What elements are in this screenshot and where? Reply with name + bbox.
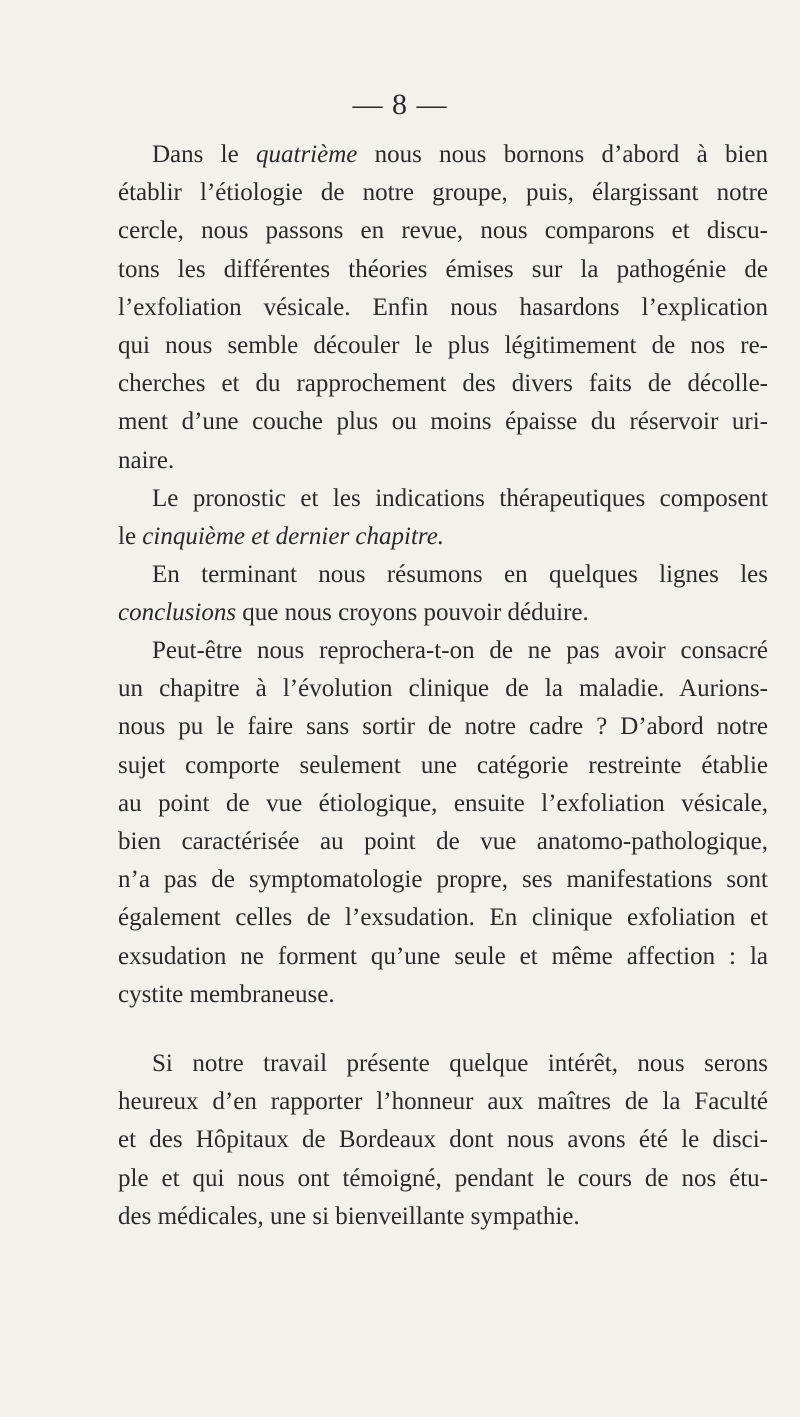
text-run: des médicales, une si bienveillante sympathie. (118, 1202, 580, 1230)
text-run: ple et qui nous ont témoigné, pendant le cours de nos étu- (118, 1164, 768, 1192)
text-line (118, 708, 768, 746)
text-run: n’a pas de symptomatologie propre, ses manifestations sont (118, 866, 768, 894)
italic-run: cinquième et dernier chapitre. (142, 523, 445, 551)
text-run: cherches et du rapprochement des divers faits de décolle- (118, 370, 768, 398)
text-run: cercle, nous passons en revue, nous comparons et discu- (118, 217, 768, 245)
text-run: cystite membraneuse. (118, 980, 335, 1008)
text-line (118, 403, 768, 441)
text-run: l’exfoliation vésicale. Enfin nous hasardons l’explication (118, 293, 768, 321)
italic-run: quatrième (256, 141, 358, 168)
page-number: — 8 — (352, 88, 448, 121)
text-run: Dans le (152, 141, 256, 168)
text-line (118, 1160, 768, 1198)
text-run: un chapitre à l’évolution clinique de la maladie. Aurions- (118, 675, 768, 703)
text-run: au point de vue étiologique, ensuite l’exfoliation vésicale, (118, 789, 768, 817)
text-run: ment d’une couche plus ou moins épaisse du réservoir uri- (118, 408, 768, 436)
text-line (118, 518, 768, 556)
text-run: Si notre travail présente quelque intérêt, nous serons (152, 1050, 768, 1077)
text-line (118, 327, 768, 365)
text-run: tons les différentes théories émises sur la pathogénie de (118, 255, 768, 283)
text-run: Peut-être nous reprochera-t-on de ne pas avoir consacré (152, 637, 768, 664)
text-line (118, 938, 768, 976)
italic-run: conclusions (118, 599, 237, 627)
text-line (118, 556, 768, 594)
text-run: bien caractérisée au point de vue anatomo-pathologique, (118, 828, 768, 856)
text-line (118, 1045, 768, 1083)
text-run: le (118, 523, 143, 551)
text-run: nous pu le faire sans sortir de notre cadre ? D’abord notre (118, 713, 768, 741)
text-line (118, 174, 768, 212)
text-run: également celles de l’exsudation. En clinique exfoliation et (118, 904, 768, 932)
paragraph-acknowledgements (118, 1045, 768, 1236)
text-run: que nous croyons pouvoir déduire. (236, 599, 589, 627)
text-run: et des Hôpitaux de Bordeaux dont nous avons été le disci- (118, 1126, 768, 1154)
text-run: sujet comporte seulement une catégorie restreinte établie (118, 751, 768, 779)
paragraph-prognosis (118, 480, 768, 556)
text-line (118, 136, 768, 174)
text-run: établir l’étiologie de notre groupe, puis, élargissant notre (118, 179, 768, 207)
text-line (118, 442, 768, 480)
text-line (118, 365, 768, 403)
text-line (118, 747, 768, 785)
text-run: exsudation ne forment qu’une seule et même affection : la (118, 942, 768, 970)
text-line (118, 594, 768, 632)
text-line (118, 289, 768, 327)
text-line (118, 1121, 768, 1159)
text-line (118, 785, 768, 823)
text-line (118, 670, 768, 708)
text-run: heureux d’en rapporter l’honneur aux maîtres de la Faculté (118, 1088, 768, 1116)
text-line (118, 976, 768, 1014)
text-line (118, 632, 768, 670)
text-line (118, 823, 768, 861)
text-line (118, 251, 768, 289)
text-run: Le pronostic et les indications thérapeutiques composent (152, 485, 768, 512)
paragraph-clinical-evolution (118, 632, 768, 1014)
text-line (118, 1198, 768, 1236)
paragraph-chapter-four (118, 136, 768, 480)
text-run: nous nous bornons d’abord à bien (357, 141, 768, 168)
text-line (118, 899, 768, 937)
text-run: naire. (118, 446, 175, 474)
text-line (118, 480, 768, 518)
text-run: En terminant nous résumons en quelques lignes les (152, 561, 768, 588)
text-run: qui nous semble découler le plus légitimement de nos re- (118, 332, 768, 360)
text-line (118, 1083, 768, 1121)
text-line (118, 212, 768, 250)
paragraph-conclusions (118, 556, 768, 632)
text-line (118, 861, 768, 899)
